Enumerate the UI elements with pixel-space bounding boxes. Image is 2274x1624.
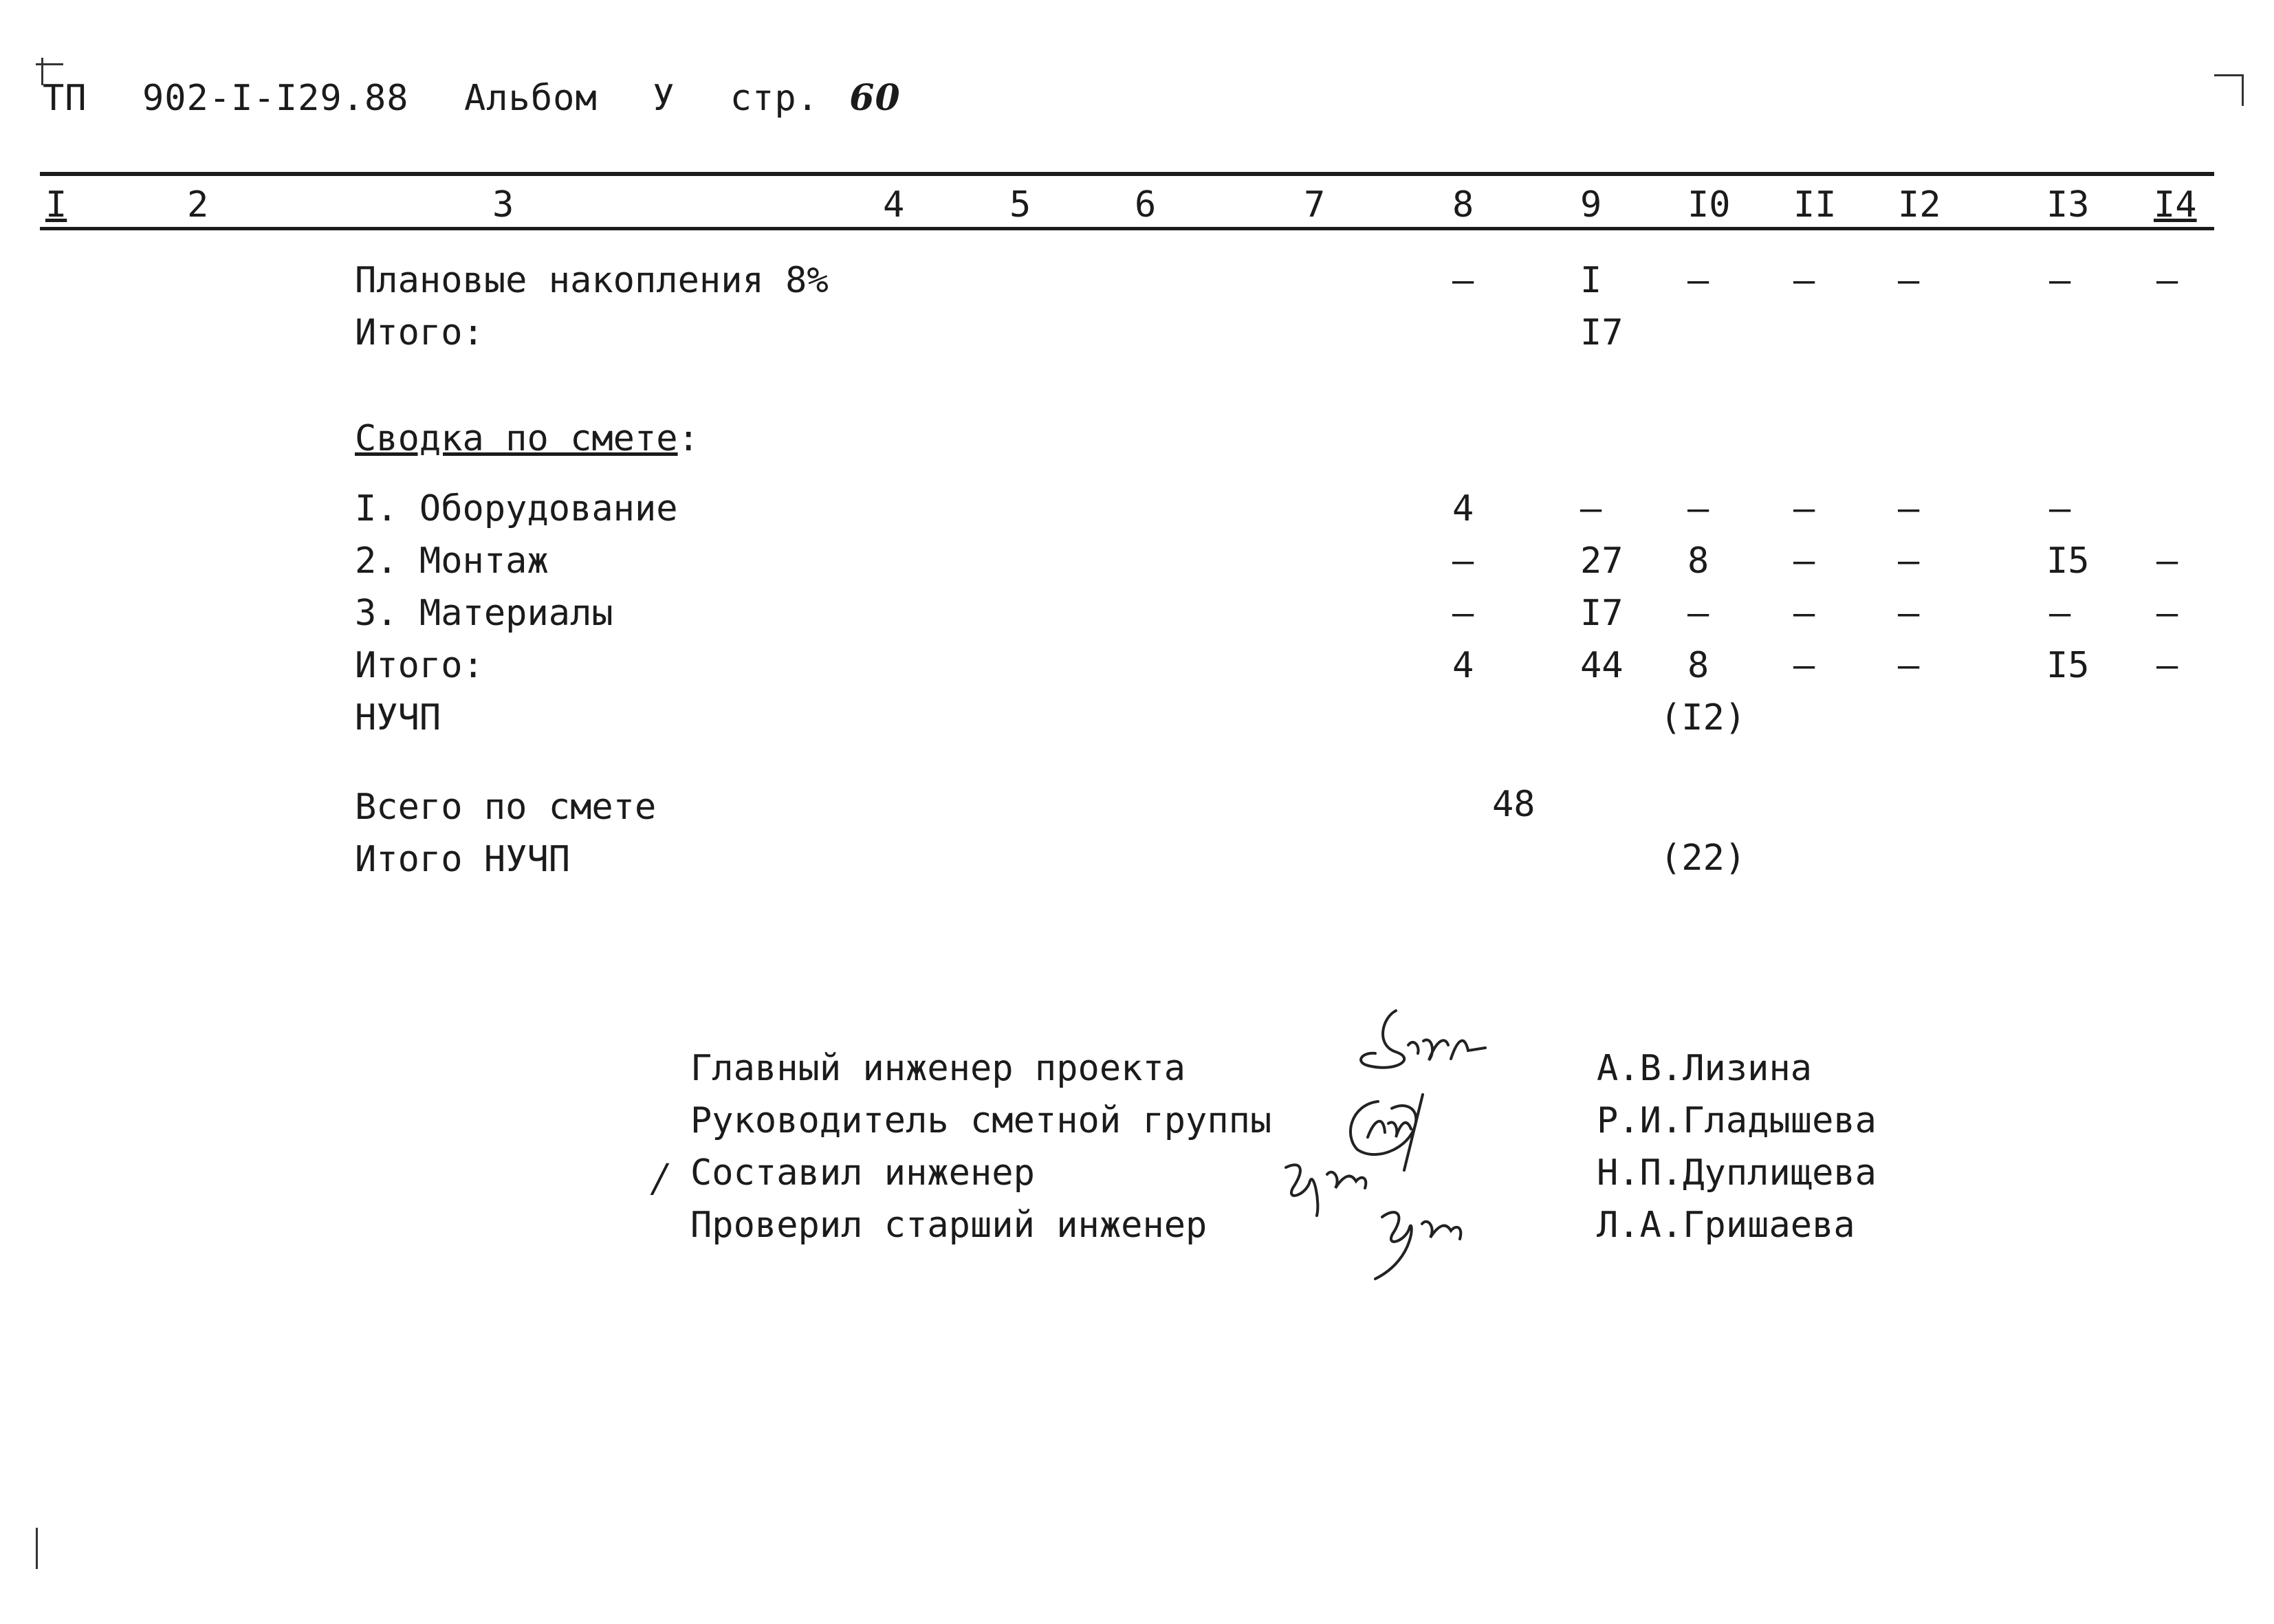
signature-role-chief-engineer: Главный инженер проекта: [690, 1048, 1186, 1089]
cell-equipment-c12: –: [1898, 488, 1920, 529]
column-header-10: I0: [1687, 184, 1731, 226]
column-header-12: I2: [1898, 184, 1941, 226]
row-label-mounting: 2. Монтаж: [355, 540, 549, 582]
row-label-total-nuchp: Итого НУЧП: [355, 839, 571, 880]
album-number: У: [653, 78, 675, 119]
handwritten-signature-checked-by: [1368, 1196, 1472, 1286]
table-top-rule: [40, 172, 2214, 176]
column-header-1: I: [45, 184, 67, 226]
cell-total-nuchp-c10: (22): [1660, 837, 1747, 879]
doc-code: ТП: [43, 78, 87, 119]
cell-materials-c11: –: [1793, 593, 1815, 634]
album-label: Альбом: [463, 78, 598, 119]
column-header-13: I3: [2046, 184, 2090, 226]
column-header-4: 4: [883, 184, 905, 226]
cell-planned-c8: –: [1452, 260, 1474, 301]
cell-nuchp-c10: (I2): [1660, 697, 1747, 738]
cell-summary-total-c14: –: [2156, 645, 2178, 686]
crop-mark-top-right: [2214, 74, 2242, 76]
signature-role-compiled-by: Составил инженер: [690, 1152, 1035, 1194]
cell-equipment-c11: –: [1793, 488, 1815, 529]
cell-mounting-c14: –: [2156, 540, 2178, 582]
cell-planned-c10: –: [1687, 260, 1709, 301]
cell-planned-c12: –: [1898, 260, 1920, 301]
signature-role-checked-by: Проверил старший инженер: [690, 1205, 1207, 1246]
column-header-6: 6: [1135, 184, 1157, 226]
column-header-9: 9: [1580, 184, 1602, 226]
row-label-summary-total: Итого:: [355, 645, 484, 686]
cell-materials-c14: –: [2156, 593, 2178, 634]
row-label-total: Итого:: [355, 312, 484, 353]
cell-planned-c11: –: [1793, 260, 1815, 301]
crop-mark-bottom-left: [36, 1528, 38, 1569]
cell-mounting-c8: –: [1452, 540, 1474, 582]
signature-role-estimate-group-head: Руководитель сметной группы: [690, 1100, 1272, 1141]
handwritten-signature-chief-engineer: [1355, 997, 1520, 1093]
cell-equipment-c13: –: [2049, 488, 2071, 529]
cell-equipment-c9: –: [1580, 488, 1602, 529]
cell-mounting-c10: 8: [1687, 540, 1709, 582]
doc-number: 902-I-I29.88: [142, 78, 409, 119]
cell-equipment-c8: 4: [1452, 488, 1474, 529]
cell-summary-total-c12: –: [1898, 645, 1920, 686]
column-header-7: 7: [1304, 184, 1326, 226]
summary-heading-colon: :: [677, 418, 699, 459]
signature-name-compiled-by: Н.П.Дуплищева: [1597, 1152, 1877, 1194]
cell-grand-total-value: 48: [1492, 784, 1535, 825]
column-header-2: 2: [187, 184, 209, 226]
cell-materials-c10: –: [1687, 593, 1709, 634]
cell-materials-c13: –: [2049, 593, 2071, 634]
cell-planned-c14: –: [2156, 260, 2178, 301]
page-label: стр.: [730, 78, 819, 119]
signature-name-estimate-group-head: Р.И.Гладышева: [1597, 1100, 1877, 1141]
cell-equipment-c10: –: [1687, 488, 1709, 529]
column-header-8: 8: [1452, 184, 1474, 226]
column-header-11: II: [1793, 184, 1837, 226]
row-label-equipment: I. Оборудование: [355, 488, 678, 529]
cell-planned-c13: –: [2049, 260, 2071, 301]
row-label-grand-total: Всего по смете: [355, 787, 657, 828]
crop-mark-top-left: [36, 63, 63, 65]
summary-heading-text: Сводка по смете: [355, 418, 678, 459]
cell-summary-total-c11: –: [1793, 645, 1815, 686]
cell-materials-c8: –: [1452, 593, 1474, 634]
cell-materials-c9: I7: [1580, 593, 1623, 634]
signature-name-chief-engineer: А.В.Лизина: [1597, 1048, 1813, 1089]
cell-mounting-c13: I5: [2046, 540, 2090, 582]
cell-mounting-c9: 27: [1580, 540, 1623, 582]
column-header-3: 3: [492, 184, 514, 226]
table-header-rule: [40, 227, 2214, 230]
margin-tick-mark: /: [653, 1156, 666, 1201]
cell-summary-total-c13: I5: [2046, 645, 2090, 686]
row-label-nuchp: НУЧП: [355, 697, 441, 738]
cell-summary-total-c10: 8: [1687, 645, 1709, 686]
document-header: [43, 77, 934, 119]
column-header-5: 5: [1009, 184, 1031, 226]
column-header-14: I4: [2154, 184, 2197, 226]
cell-planned-c9: I: [1580, 260, 1602, 301]
row-label-materials: 3. Материалы: [355, 593, 613, 634]
cell-summary-total-c8: 4: [1452, 645, 1474, 686]
cell-mounting-c11: –: [1793, 540, 1815, 582]
crop-mark-top-right-vertical: [2242, 74, 2244, 106]
cell-total-c9: I7: [1580, 312, 1623, 353]
summary-heading: [355, 418, 699, 459]
handwritten-signature-compiled-by: [1279, 1147, 1382, 1222]
row-label-planned-accumulations: Плановые накопления 8%: [355, 260, 829, 301]
cell-materials-c12: –: [1898, 593, 1920, 634]
cell-summary-total-c9: 44: [1580, 645, 1623, 686]
page-number: 60: [849, 77, 901, 119]
cell-mounting-c12: –: [1898, 540, 1920, 582]
signature-name-checked-by: Л.А.Гришаева: [1597, 1205, 1855, 1246]
